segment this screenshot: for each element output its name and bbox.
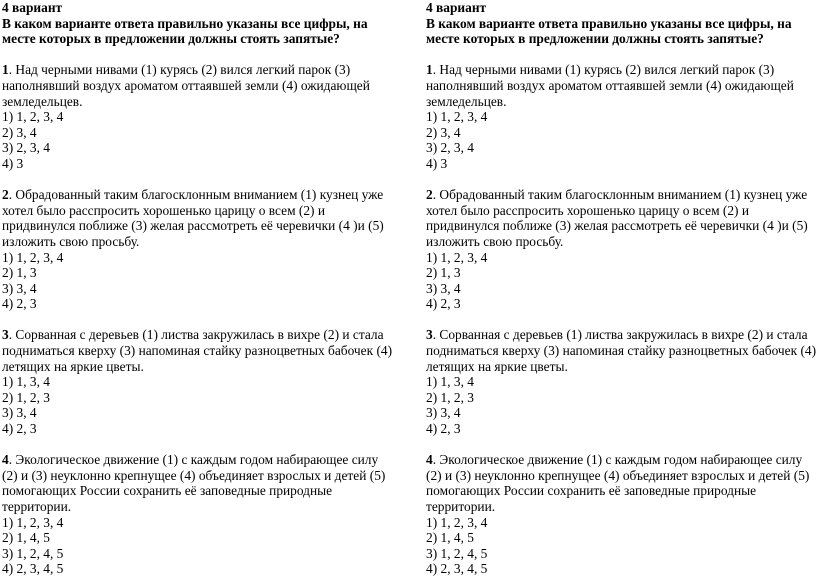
question-number: 1 bbox=[426, 62, 433, 78]
question-text bbox=[426, 452, 816, 514]
answer-option: 2) 1, 2, 3 bbox=[2, 389, 50, 405]
question-body: . Обрадованный таким благосклонным вниманием (1) кузнец уже хотел было расспросить хорошенько царицу о всем (2) и придвинулся поближе (3) желая рассмотреть её черевички (4 )и (5) изложить свою просьбу. bbox=[426, 187, 808, 249]
answer-option: 3) 3, 4 bbox=[426, 405, 461, 421]
answer-option: 2) 1, 3 bbox=[2, 265, 37, 281]
answer-option: 4) 2, 3 bbox=[426, 421, 461, 437]
question-body: . Над черными нивами (1) курясь (2) вился легкий парок (3) наполнявший воздух ароматом оттаявшей земли (4) ожидающей земледельцев. bbox=[426, 62, 794, 109]
question-text bbox=[2, 452, 394, 514]
question-text bbox=[2, 62, 394, 109]
question-3 bbox=[2, 327, 394, 436]
question-number: 3 bbox=[426, 327, 433, 343]
answer-option: 4) 2, 3 bbox=[426, 296, 461, 312]
answer-option: 1) 1, 2, 3, 4 bbox=[426, 109, 488, 125]
question-text bbox=[426, 62, 816, 109]
question-1 bbox=[2, 62, 394, 171]
variant-title: 4 вариант bbox=[426, 0, 487, 15]
answer-option: 4) 2, 3 bbox=[2, 421, 37, 437]
answer-option: 2) 1, 4, 5 bbox=[2, 530, 50, 546]
question-4 bbox=[426, 452, 816, 577]
answer-option: 3) 3, 4 bbox=[2, 405, 37, 421]
question-body: . Экологическое движение (1) с каждым годом набирающее силу (2) и (3) неуклонно крепнущее (4) объединяет взрослых и детей (5) помогающих России сохранить её заповедные природные территории. bbox=[2, 452, 386, 514]
answer-option: 4) 2, 3, 4, 5 bbox=[426, 561, 488, 577]
worksheet-left bbox=[2, 0, 394, 577]
question-1 bbox=[426, 62, 816, 171]
question-2 bbox=[426, 187, 816, 312]
answer-option: 3) 2, 3, 4 bbox=[2, 140, 50, 156]
question-number: 2 bbox=[2, 187, 9, 203]
answer-option: 3) 1, 2, 4, 5 bbox=[2, 545, 64, 561]
question-body: . Обрадованный таким благосклонным вниманием (1) кузнец уже хотел было расспросить хорошенько царицу о всем (2) и придвинулся поближе (3) желая рассмотреть её черевички (4 )и (5) изложить свою просьбу. bbox=[2, 187, 384, 249]
question-body: . Над черными нивами (1) курясь (2) вился легкий парок (3) наполнявший воздух ароматом оттаявшей земли (4) ожидающей земледельцев. bbox=[2, 62, 370, 109]
answer-option: 3) 1, 2, 4, 5 bbox=[426, 545, 488, 561]
answer-option: 2) 3, 4 bbox=[426, 124, 461, 140]
answer-option: 4) 2, 3 bbox=[2, 296, 37, 312]
answer-option: 1) 1, 2, 3, 4 bbox=[426, 249, 488, 265]
question-number: 3 bbox=[2, 327, 9, 343]
question-text bbox=[426, 187, 816, 249]
answer-option: 2) 1, 2, 3 bbox=[426, 389, 474, 405]
answer-option: 1) 1, 2, 3, 4 bbox=[2, 514, 64, 530]
instruction: В каком варианте ответа правильно указаны все цифры, на месте которых в предложении должны стоять запятые? bbox=[426, 15, 792, 47]
question-body: . Сорванная с деревьев (1) листва закружилась в вихре (2) и стала подниматься кверху (3) напоминая стайку разноцветных бабочек (4) летящих на яркие цветы. bbox=[2, 327, 393, 374]
answer-option: 1) 1, 2, 3, 4 bbox=[426, 514, 488, 530]
question-2 bbox=[2, 187, 394, 312]
question-text bbox=[2, 327, 394, 374]
answer-option: 1) 1, 2, 3, 4 bbox=[2, 249, 64, 265]
question-text bbox=[2, 187, 394, 249]
worksheet-right bbox=[426, 0, 816, 577]
answer-option: 4) 3 bbox=[2, 155, 24, 171]
answer-option: 3) 3, 4 bbox=[2, 280, 37, 296]
question-4 bbox=[2, 452, 394, 577]
answer-option: 4) 2, 3, 4, 5 bbox=[2, 561, 64, 577]
question-body: . Сорванная с деревьев (1) листва закружилась в вихре (2) и стала подниматься кверху (3) напоминая стайку разноцветных бабочек (4) летящих на яркие цветы. bbox=[426, 327, 816, 374]
answer-option: 2) 3, 4 bbox=[2, 124, 37, 140]
question-number: 1 bbox=[2, 62, 9, 78]
question-number: 2 bbox=[426, 187, 433, 203]
answer-option: 3) 2, 3, 4 bbox=[426, 140, 474, 156]
answer-option: 4) 3 bbox=[426, 155, 448, 171]
variant-title: 4 вариант bbox=[2, 0, 63, 15]
answer-option: 1) 1, 3, 4 bbox=[426, 374, 474, 390]
question-body: . Экологическое движение (1) с каждым годом набирающее силу (2) и (3) неуклонно крепнущее (4) объединяет взрослых и детей (5) помогающих России сохранить её заповедные природные территории. bbox=[426, 452, 810, 514]
answer-option: 3) 3, 4 bbox=[426, 280, 461, 296]
answer-option: 1) 1, 2, 3, 4 bbox=[2, 109, 64, 125]
instruction: В каком варианте ответа правильно указаны все цифры, на месте которых в предложении должны стоять запятые? bbox=[2, 15, 368, 47]
question-3 bbox=[426, 327, 816, 436]
answer-option: 2) 1, 4, 5 bbox=[426, 530, 474, 546]
answer-option: 2) 1, 3 bbox=[426, 265, 461, 281]
question-number: 4 bbox=[426, 452, 433, 468]
question-number: 4 bbox=[2, 452, 9, 468]
answer-option: 1) 1, 3, 4 bbox=[2, 374, 50, 390]
question-text bbox=[426, 327, 816, 374]
